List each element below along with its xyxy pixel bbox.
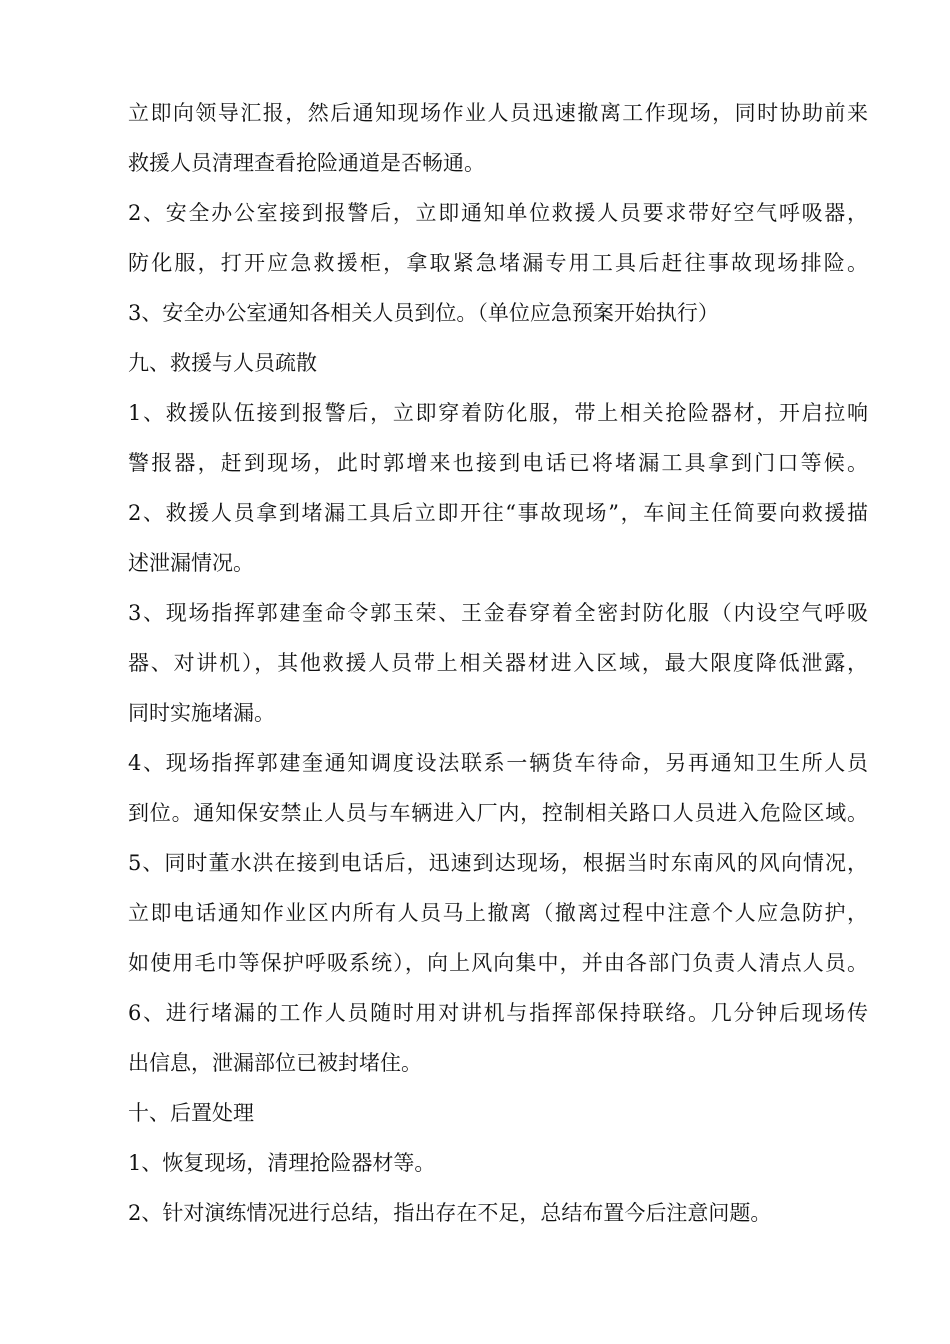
paragraph-line: 5、同时董水洪在接到电话后，迅速到达现场，根据当时东南风的风向情况，	[128, 851, 868, 875]
paragraph-line: 1、救援队伍接到报警后，立即穿着防化服，带上相关抢险器材，开启拉响	[128, 401, 868, 425]
paragraph-line: 2、救援人员拿到堵漏工具后立即开往“事故现场”，车间主任简要向救援描	[128, 501, 868, 525]
paragraph-line: 出信息，泄漏部位已被封堵住。	[128, 1051, 422, 1075]
paragraph-line: 器、对讲机），其他救援人员带上相关器材进入区域，最大限度降低泄露，	[128, 651, 868, 675]
paragraph-line: 警报器，赶到现场，此时郭增来也接到电话已将堵漏工具拿到门口等候。	[128, 451, 868, 475]
paragraph-line: 1、恢复现场，清理抢险器材等。	[128, 1151, 436, 1175]
paragraph-line: 立即向领导汇报，然后通知现场作业人员迅速撤离工作现场，同时协助前来	[128, 101, 868, 125]
document-body	[128, 88, 868, 1238]
paragraph-line: 3、现场指挥郭建奎命令郭玉荣、王金春穿着全密封防化服（内设空气呼吸	[128, 601, 868, 625]
paragraph-line: 3、安全办公室通知各相关人员到位。（单位应急预案开始执行）	[128, 301, 719, 325]
paragraph-line: 如使用毛巾等保护呼吸系统），向上风向集中，并由各部门负责人清点人员。	[128, 951, 868, 975]
paragraph-line: 4、现场指挥郭建奎通知调度设法联系一辆货车待命，另再通知卫生所人员	[128, 751, 868, 775]
paragraph-line: 述泄漏情况。	[128, 551, 254, 575]
paragraph-line: 6、进行堵漏的工作人员随时用对讲机与指挥部保持联络。几分钟后现场传	[128, 1001, 868, 1025]
section-heading: 十、后置处理	[128, 1101, 254, 1125]
paragraph-line: 2、针对演练情况进行总结，指出存在不足，总结布置今后注意问题。	[128, 1201, 772, 1225]
paragraph-line: 到位。通知保安禁止人员与车辆进入厂内，控制相关路口人员进入危险区域。	[128, 801, 868, 825]
paragraph-line: 同时实施堵漏。	[128, 701, 275, 725]
paragraph-line: 防化服，打开应急救援柜，拿取紧急堵漏专用工具后赶往事故现场排险。	[128, 251, 868, 275]
paragraph-line: 2、安全办公室接到报警后，立即通知单位救援人员要求带好空气呼吸器，	[128, 201, 868, 225]
paragraph-line: 救援人员清理查看抢险通道是否畅通。	[128, 151, 485, 175]
paragraph-line: 立即电话通知作业区内所有人员马上撤离（撤离过程中注意个人应急防护，	[128, 901, 868, 925]
section-heading: 九、救援与人员疏散	[128, 351, 317, 375]
